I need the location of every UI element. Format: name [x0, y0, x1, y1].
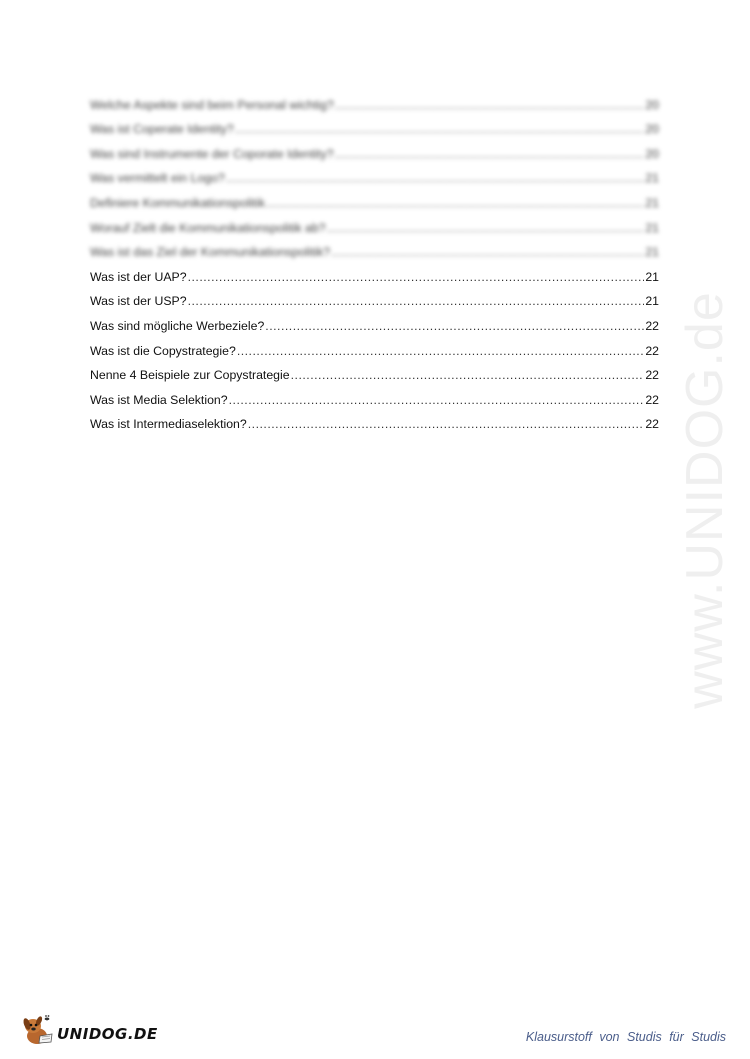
toc-leader-dots: [248, 416, 645, 432]
toc-entry-page: 22: [645, 392, 659, 407]
toc-entry-page: 22: [645, 318, 659, 333]
dog-mascot-icon: [22, 1012, 56, 1046]
toc-entry[interactable]: [90, 309, 659, 334]
toc-entry[interactable]: [90, 211, 659, 236]
toc-entry[interactable]: [90, 383, 659, 408]
table-of-contents: [90, 88, 659, 432]
toc-entry-page: 21: [645, 195, 659, 210]
toc-entry-title: Was ist die Copystrategie?: [90, 343, 236, 358]
toc-entry[interactable]: [90, 334, 659, 359]
toc-entry[interactable]: [90, 408, 659, 433]
toc-entry-page: 21: [645, 269, 659, 284]
toc-entry-title: Welche Aspekte sind beim Personal wichtig?: [90, 97, 334, 112]
toc-entry-title: Was ist der USP?: [90, 294, 187, 309]
toc-entry-page: 21: [645, 294, 659, 309]
toc-entry[interactable]: [90, 137, 659, 162]
toc-entry-page: 20: [645, 97, 659, 112]
toc-entry[interactable]: [90, 113, 659, 138]
toc-entry[interactable]: [90, 236, 659, 261]
toc-entry-page: 22: [645, 343, 659, 358]
toc-entry-page: 21: [645, 171, 659, 186]
toc-entry-title: Definiere Kommunikationspolitik: [90, 195, 265, 210]
watermark: www.UNIDOG.de: [676, 291, 734, 709]
toc-entry-page: 21: [645, 245, 659, 260]
toc-entry[interactable]: [90, 186, 659, 211]
toc-entry[interactable]: [90, 359, 659, 384]
toc-leader-dots: [235, 121, 645, 137]
toc-leader-dots: [327, 220, 645, 236]
toc-entry[interactable]: [90, 260, 659, 285]
toc-leader-dots: [335, 97, 645, 113]
toc-entry-page: 22: [645, 417, 659, 432]
toc-entry-page: 20: [645, 146, 659, 161]
toc-leader-dots: [229, 392, 645, 408]
toc-leader-dots: [331, 244, 644, 260]
toc-entry-title: Was ist der UAP?: [90, 269, 187, 284]
toc-entry-title: Was sind mögliche Werbeziele?: [90, 318, 265, 333]
toc-leader-dots: [226, 170, 644, 186]
footer-tagline: Klausurstoff von Studis für Studis: [525, 1030, 726, 1044]
toc-entry-title: Was ist das Ziel der Kommunikationspolitik?: [90, 245, 331, 260]
toc-entry-title: Was ist Media Selektion?: [90, 392, 228, 407]
toc-entry[interactable]: [90, 88, 659, 113]
toc-entry-title: Was ist Intermediaselektion?: [90, 417, 247, 432]
toc-leader-dots: [266, 195, 644, 211]
toc-entry[interactable]: [90, 285, 659, 310]
toc-entry-title: Nenne 4 Beispiele zur Copystrategie: [90, 368, 290, 383]
toc-entry-page: 21: [645, 220, 659, 235]
toc-leader-dots: [188, 269, 645, 285]
logo-text: UNIDOG.DE: [57, 1025, 158, 1043]
toc-leader-dots: [335, 146, 645, 162]
toc-leader-dots: [237, 343, 645, 359]
toc-entry-page: 20: [645, 122, 659, 137]
toc-entry-title: Was sind Instrumente der Coporate Identity?: [90, 146, 334, 161]
toc-entry[interactable]: [90, 162, 659, 187]
toc-entry-title: Worauf Zielt die Kommunikationspolitik ab?: [90, 220, 326, 235]
toc-leader-dots: [265, 318, 644, 334]
toc-leader-dots: [291, 367, 645, 383]
toc-entry-page: 22: [645, 368, 659, 383]
unidog-logo: [22, 1012, 158, 1046]
toc-entry-title: Was vermittelt ein Logo?: [90, 171, 225, 186]
toc-entry-title: Was ist Coperate Identity?: [90, 122, 234, 137]
toc-leader-dots: [188, 293, 645, 309]
